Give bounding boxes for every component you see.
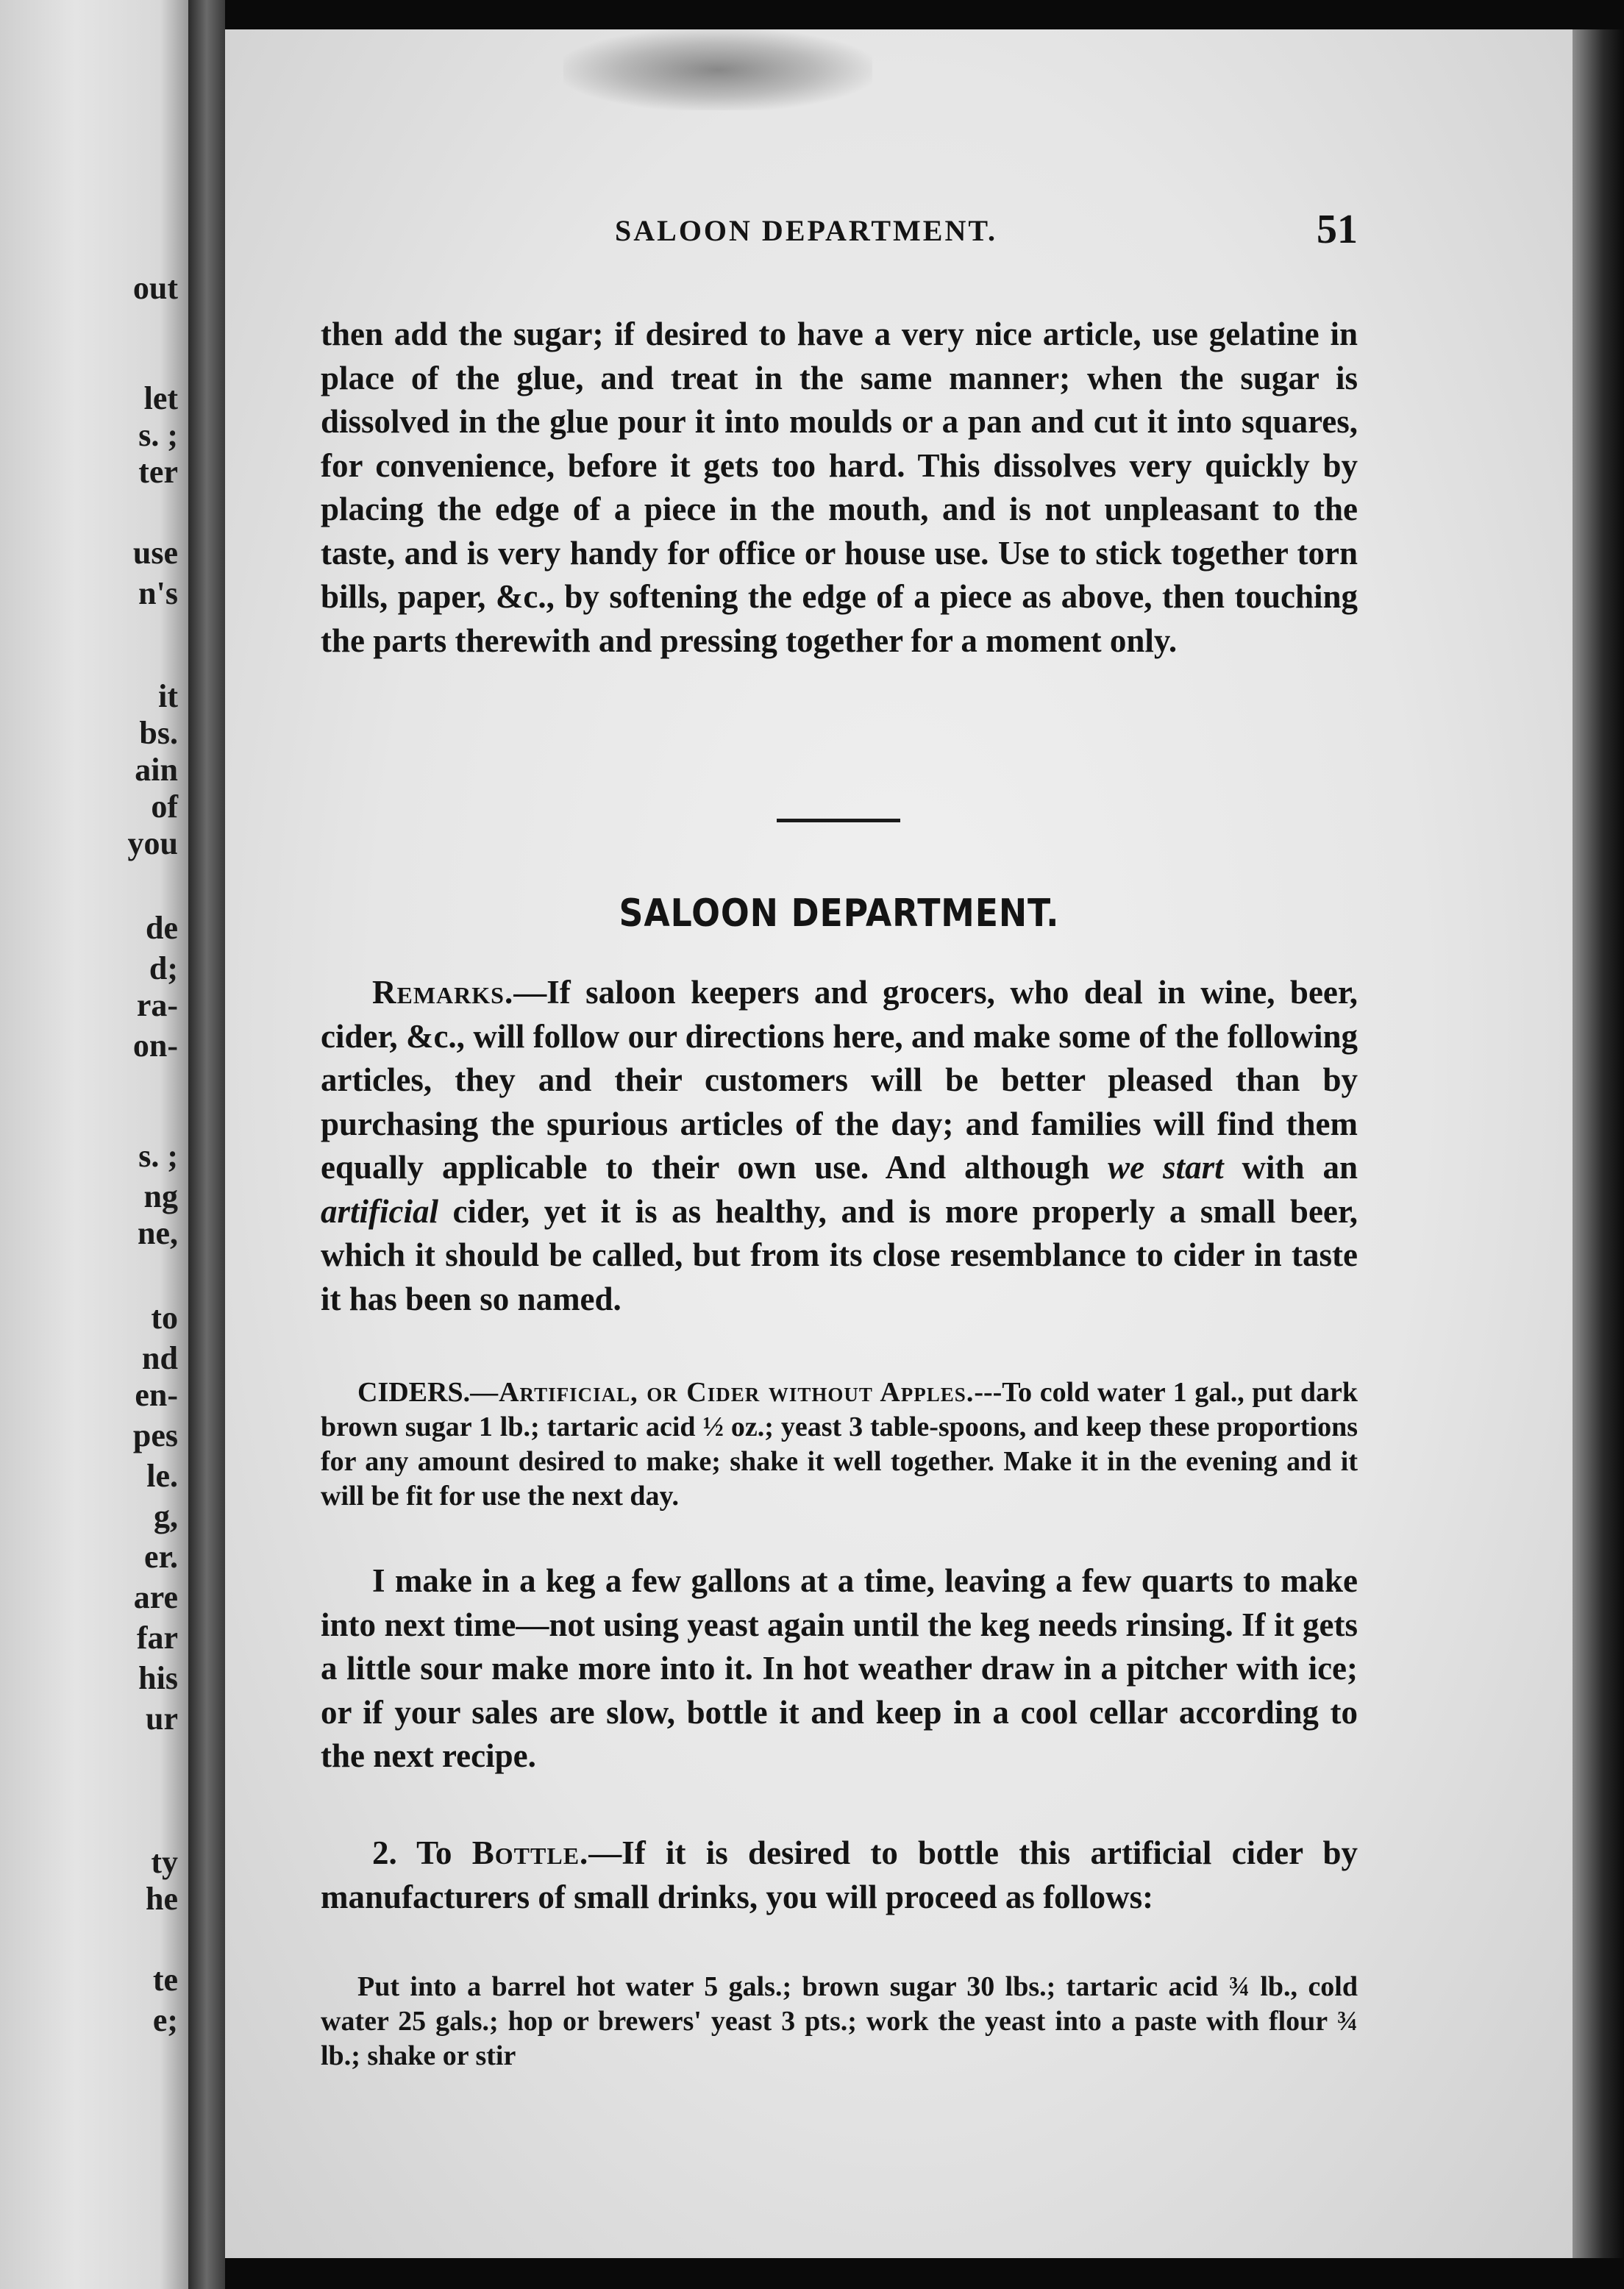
keg-paragraph xyxy=(321,1559,1358,1779)
bottle-text: —If it is desired to bottle this artificial cider by manufacturers of small drinks, you will proceed as follows: xyxy=(321,1834,1358,1915)
left-page-fragment: let xyxy=(143,380,178,416)
remarks-label: Remarks. xyxy=(372,974,514,1011)
left-page-fragment: le. xyxy=(146,1458,178,1494)
left-page-fragment: are xyxy=(133,1579,178,1615)
left-page-edge xyxy=(0,0,188,2289)
left-page-fragment: ty xyxy=(151,1844,178,1880)
left-page-fragment: ter xyxy=(138,454,178,490)
left-page-fragment: on- xyxy=(132,1028,178,1064)
left-page-fragment: g, xyxy=(154,1498,178,1534)
left-page-fragment: pes xyxy=(132,1417,178,1453)
section-divider xyxy=(777,819,900,822)
remarks-italic-1: we start xyxy=(1108,1149,1224,1186)
keg-text: I make in a keg a few gallons at a time, leaving a few quarts to make into next time—not using yeast again until the keg needs rinsing. If it gets a little sour make more into it. In hot weather draw in a pitcher with ice; or if your sales are slow, bottle it and keep in a cool cellar according to the next recipe. xyxy=(321,1562,1358,1774)
bottle-paragraph xyxy=(321,1831,1358,1919)
left-page-fragment: far xyxy=(136,1620,178,1656)
left-page-fragment: nd xyxy=(142,1340,178,1376)
left-page-fragment: d; xyxy=(149,950,178,986)
left-page-fragment: of xyxy=(151,788,178,825)
continuation-paragraph: then add the sugar; if desired to have a very nice article, use gelatine in place of the glue, and treat in the same manner; when the sugar is dissolved in the glue pour it into moulds or a pan and cut it into squares, for convenience, before it gets too hard. This dissolves very quickly by placing the edge of a piece in the mouth, and is not unpleasant to the taste, and is very handy for office or house use. Use to stick together torn bills, paper, &c., by softening the edge of a piece as above, then touching the parts therewith and pressing together for a moment only. xyxy=(321,316,1358,659)
left-page-fragment: ra- xyxy=(136,987,178,1023)
water-stain xyxy=(563,29,872,110)
left-page-fragment: ng xyxy=(143,1178,178,1214)
left-page-fragment: out xyxy=(132,270,178,306)
left-page-fragment: de xyxy=(146,910,178,946)
left-page-fragment: en- xyxy=(135,1377,178,1413)
ciders-recipe xyxy=(321,1375,1358,1514)
ciders-label: CIDERS. xyxy=(357,1377,471,1408)
book-page xyxy=(225,29,1573,2258)
left-page-fragment: bs. xyxy=(139,715,178,751)
right-page-edge xyxy=(1573,29,1624,2258)
remarks-text-3: cider, yet it is as healthy, and is more properly a small beer, which it should be called, but from its close resemblance to cider in taste it has been so named. xyxy=(321,1192,1358,1317)
remarks-text-1: —If saloon keepers and grocers, who deal in wine, beer, cider, &c., will follow our directions here, and make some of the following articles, they and their customers will be better pleased than by purchasing the spurious articles of the day; and families will find them equally applicable to their own use. And although xyxy=(321,974,1358,1186)
left-page-fragment: his xyxy=(138,1660,178,1696)
running-head-title: SALOON DEPARTMENT. xyxy=(615,214,998,247)
ciders-sublabel: —Artificial, or Cider without Apples. xyxy=(470,1377,975,1408)
barrel-recipe-text: Put into a barrel hot water 5 gals.; brown sugar 30 lbs.; tartaric acid ¾ lb., cold water 25 gals.; hop or brewers' yeast 3 pts.; work the yeast into a paste with flour ¾ lb.; shake or stir xyxy=(321,1971,1358,2071)
book-gutter xyxy=(188,0,225,2289)
bottle-label: Bottle. xyxy=(471,1834,589,1871)
left-page-fragment: n's xyxy=(138,575,178,611)
left-page-fragment: he xyxy=(146,1881,178,1917)
bottle-number: 2. To xyxy=(372,1834,472,1871)
left-page-fragment: e; xyxy=(152,2002,178,2038)
running-head xyxy=(321,206,1358,257)
ciders-text: ---To cold water 1 gal., put dark brown sugar 1 lb.; tartaric acid ½ oz.; yeast 3 table-spoons, and keep these proportions for any amount desired to make; shake it well together. Make it in the evening and it will be fit for use the next day. xyxy=(321,1377,1358,1512)
left-page-fragment: s. ; xyxy=(138,1138,178,1174)
left-page-fragment: s. ; xyxy=(138,417,178,453)
left-page-fragment: er. xyxy=(143,1539,178,1575)
left-page-fragment: ain xyxy=(135,752,178,788)
remarks-paragraph xyxy=(321,971,1358,1321)
left-page-fragment: use xyxy=(132,535,178,571)
page-number: 51 xyxy=(1317,207,1358,252)
left-page-fragment: to xyxy=(151,1300,178,1336)
left-page-fragment: it xyxy=(158,678,178,714)
remarks-text-2: with an xyxy=(1223,1149,1358,1186)
left-page-fragment: you xyxy=(127,825,178,861)
left-page-fragment: ur xyxy=(146,1701,178,1737)
left-page-fragment: ne, xyxy=(138,1215,178,1251)
section-heading: SALOON DEPARTMENT. xyxy=(619,891,1060,936)
remarks-italic-2: artificial xyxy=(321,1192,438,1230)
barrel-recipe xyxy=(321,1970,1358,2073)
left-page-fragment: te xyxy=(152,1962,178,1998)
